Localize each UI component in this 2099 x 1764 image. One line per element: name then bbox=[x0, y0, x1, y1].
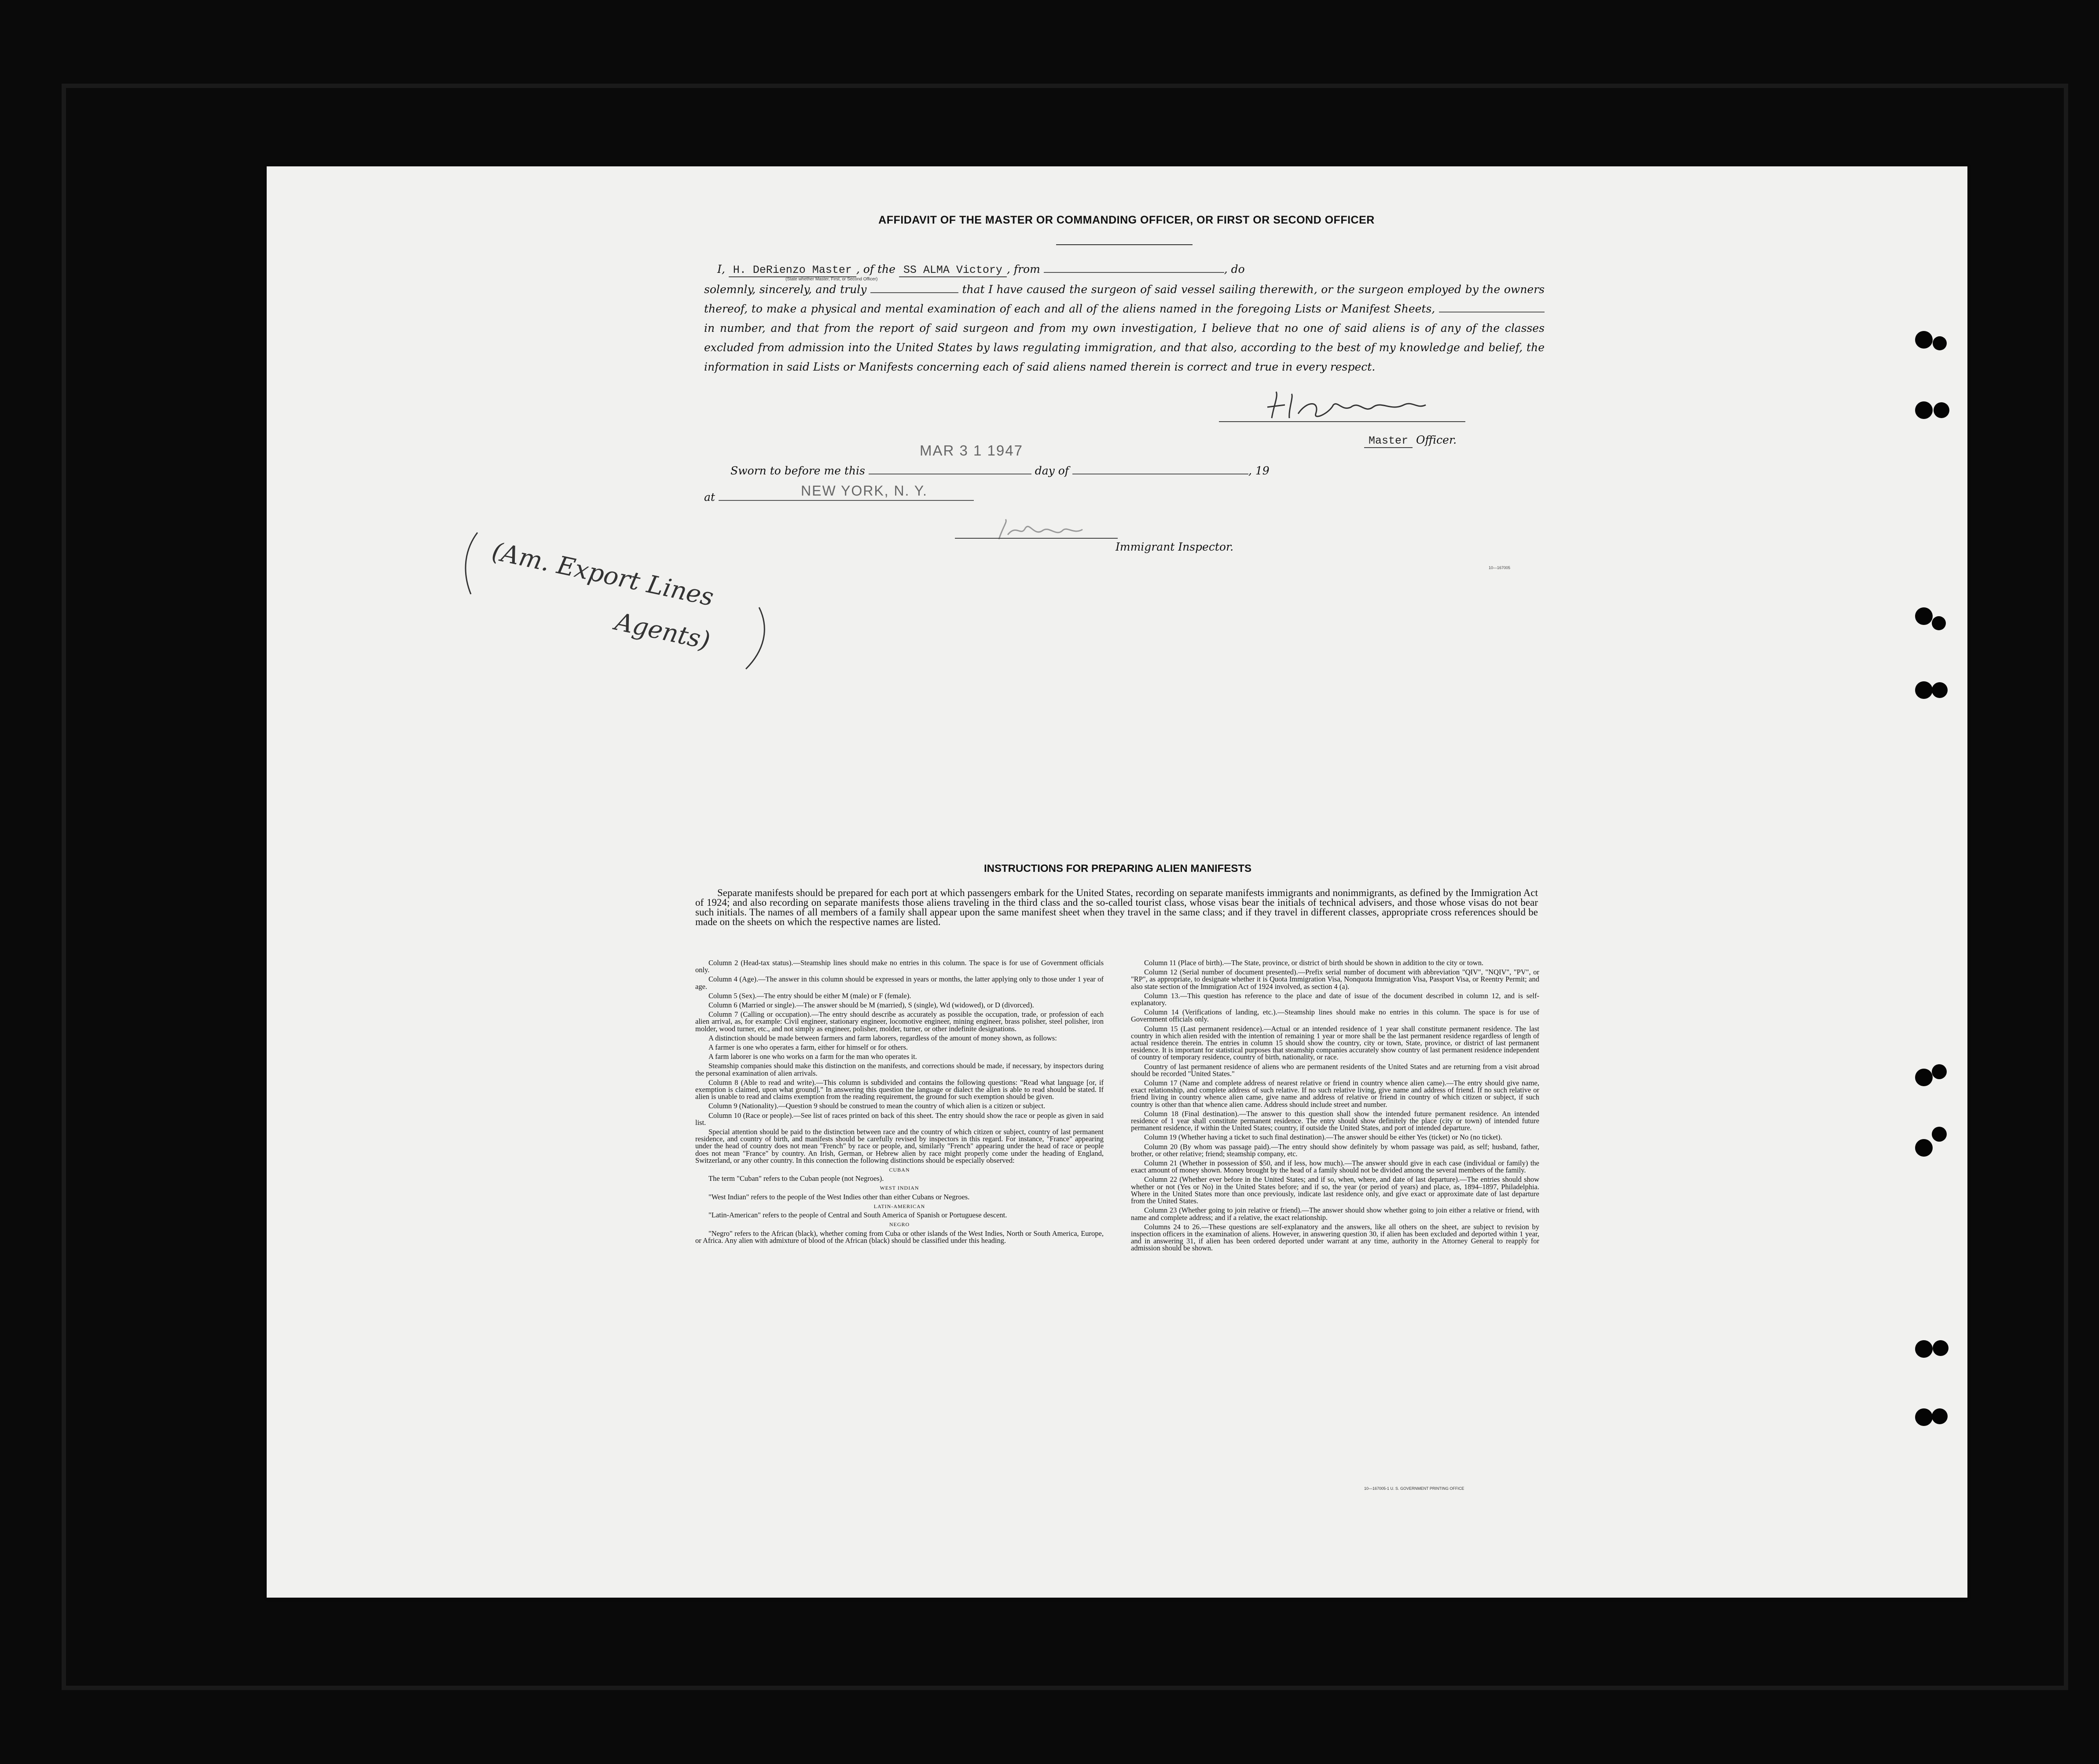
margin-note-line-2: Agents) bbox=[613, 607, 713, 656]
punch-hole bbox=[1932, 1408, 1948, 1424]
officer-title: Master bbox=[1364, 434, 1413, 448]
instruction-paragraph: Column 6 (Married or single).—The answer should be M (married), S (single), Wd (widowed), or D (divorced). bbox=[708, 1001, 1034, 1010]
inspector-signature bbox=[955, 517, 1118, 544]
instruction-paragraph: "Latin-American" refers to the people of Central and South America of Spanish or Portuguese descent. bbox=[708, 1211, 1007, 1220]
instruction-paragraph: Steamship companies should make this distinction on the manifests, and corrections should be made, if necessary, by inspectors during the personal examination of alien arrivals. bbox=[695, 1062, 1104, 1077]
instruction-paragraph: Column 2 (Head-tax status).—Steamship lines should make no entries in this column. The space is for use of Government officials only. bbox=[695, 959, 1104, 974]
instructions-title: INSTRUCTIONS FOR PREPARING ALIEN MANIFESTS bbox=[983, 863, 1251, 875]
punch-hole bbox=[1932, 1127, 1947, 1142]
instructions-left-column bbox=[695, 959, 1104, 1246]
inspector-rule bbox=[955, 538, 1118, 539]
officer-title-line bbox=[1364, 434, 1457, 447]
section-heading: LATIN-AMERICAN bbox=[873, 1203, 925, 1209]
instruction-paragraph: "West Indian" refers to the people of the West Indies other than either Cubans or Negroes. bbox=[708, 1192, 970, 1201]
master-name-field: H. DeRienzo Master bbox=[729, 264, 856, 277]
section-heading: WEST INDIAN bbox=[880, 1185, 919, 1191]
instruction-paragraph: A distinction should be made between farmers and farm laborers, regardless of the amount of money shown, as follows: bbox=[708, 1033, 1057, 1042]
instruction-paragraph: Column 15 (Last permanent residence).—Actual or an intended residence of 1 year shall constitute permanent residence. The last country in which alien resided with the intention of remaining 1 year or more shall be the last permanent residence regardless of length of actual residence therein. The entries in column 15 should show the country, city or town, State, province, or district of last permanent residence. It is important for statistical purposes that steamship companies accurately show country of last permanent residence independent of country of temporary residence, country of birth, nationality, or race. bbox=[1131, 1024, 1539, 1062]
section-heading: NEGRO bbox=[889, 1221, 910, 1228]
printing-office-mark: 10—167005-1 U. S. GOVERNMENT PRINTING OFFICE bbox=[1364, 1486, 1464, 1491]
instruction-paragraph: Column 19 (Whether having a ticket to such final destination).—The answer should be either Yes (ticket) or No (no ticket). bbox=[1144, 1133, 1502, 1142]
instruction-paragraph: Column 18 (Final destination).—The answer to this question shall show the intended future permanent residence. An intended residence of 1 year shall constitute permanent residence. The entry should show definitely the place (city or town) of intended future permanent residence, if within the United States; country, if outside the United States, and port of intended departure. bbox=[1131, 1109, 1539, 1132]
instruction-paragraph: Column 13.—This question has reference to the place and date of issue of the document described in column 12, and is self-explanatory. bbox=[1131, 991, 1539, 1007]
affidavit-title: AFFIDAVIT OF THE MASTER OR COMMANDING OFFICER, OR FIRST OR SECOND OFFICER bbox=[878, 214, 1375, 226]
instruction-paragraph: Column 5 (Sex).—The entry should be either M (male) or F (female). bbox=[708, 991, 911, 1000]
date-stamp: MAR 3 1 1947 bbox=[920, 442, 1023, 459]
punch-hole bbox=[1915, 1340, 1933, 1358]
instruction-paragraph: Column 14 (Verifications of landing, etc.).—Steamship lines should make no entries in this column. The space is for use of Government officials only. bbox=[1131, 1008, 1539, 1024]
vessel-name-field: SS ALMA Victory bbox=[899, 264, 1007, 277]
instruction-paragraph: Column 17 (Name and complete address of nearest relative or friend in country whence alien came).—The entry should give name, exact relationship, and complete address of such relative. If no such relative living, give name and address of friend. If no such relative or friend living in country whence alien came, give name and address of relative or friend in country of which citizen or subject, if such country is other than that whence alien came. Address should include street and number. bbox=[1131, 1079, 1539, 1109]
instruction-paragraph: Column 23 (Whether going to join relative or friend).—The answer should show whether going to join either a relative or friend, with name and complete address; and if a relative, the exact relationship. bbox=[1131, 1206, 1539, 1222]
instruction-paragraph: Country of last permanent residence of aliens who are permanent residents of the United States and are returning from a visit abroad should be recorded "United States." bbox=[1131, 1062, 1539, 1078]
instruction-paragraph: Column 12 (Serial number of document presented).—Prefix serial number of document with abbreviation "QIV", "NQIV", "PV", or "RP", as appropriate, to designate whether it is Quota Immigration Visa, Nonquota Immigration Visa, Passport Visa, or Reentry Permit; and also state section of the Immigration Act of 1924 involved, as section 4 (a). bbox=[1131, 968, 1539, 991]
instruction-paragraph: A farmer is one who operates a farm, either for himself or for others. bbox=[708, 1043, 908, 1052]
punch-hole bbox=[1915, 681, 1933, 699]
from-port-field bbox=[1044, 272, 1224, 273]
sworn-line: Sworn to before me this day of , 19 bbox=[730, 464, 1270, 477]
punch-hole bbox=[1915, 1069, 1933, 1086]
punch-hole bbox=[1915, 1408, 1933, 1426]
margin-note bbox=[460, 524, 777, 678]
instruction-paragraph: Special attention should be paid to the distinction between race and the country of which citizen or subject, country of last permanent residence, and country of birth, and manifests should be carefully revised by inspectors in this regard. For instance, "France" appearing under the head of country does not mean "French" by race or people, and, similarly "French" appearing under the head of race or people does not mean "France" by country. An Irish, German, or Hebrew alien by race might properly come under the heading of England, Switzerland, or any other country. In this connection the following distinctions should be especially observed: bbox=[695, 1128, 1104, 1165]
inspector-label: Immigrant Inspector. bbox=[1116, 540, 1234, 553]
officer-label: Officer. bbox=[1416, 434, 1457, 446]
section-heading: CUBAN bbox=[889, 1167, 910, 1173]
instruction-paragraph: The term "Cuban" refers to the Cuban people (not Negroes). bbox=[708, 1174, 884, 1183]
affidavit-line-1: I, H. DeRienzo Master , of the SS ALMA Victory , from , do bbox=[717, 263, 1245, 276]
punch-hole bbox=[1915, 331, 1933, 349]
instruction-paragraph: A farm laborer is one who works on a farm for the man who operates it. bbox=[708, 1052, 917, 1061]
instruction-paragraph: Columns 24 to 26.—These questions are self-explanatory and the answers, like all others on the sheet, are subject to revision by inspection officers in the examination of aliens. However, in answering question 30, if alien has been excluded and deported within 1 year, and in answering 31, if alien has been ordered deported under warrant at any time, authority in the Attorney General to reapply for admission should be shown. bbox=[1131, 1222, 1539, 1253]
affidavit-paragraph: solemnly, sincerely, and truly that I have caused the surgeon of said vessel sailing therewith, or the surgeon employed by the owners thereof, to make a physical and mental examination of each and all of the aliens named in the foregoing Lists or Manifest Sheets, in number, and that from the report of said surgeon and from my own investigation, I believe that no one of said aliens is of any of the classes excluded from admission into the United States by laws regulating immigration, and that also, according to the best of my knowledge and belief, the information in said Lists or Manifests concerning each of said aliens named therein is correct and true in every respect. bbox=[704, 283, 1545, 373]
city-stamp: NEW YORK, N. Y. bbox=[801, 483, 928, 499]
title-rule bbox=[1056, 244, 1193, 245]
punch-hole bbox=[1932, 616, 1946, 630]
instructions-intro: Separate manifests should be prepared for each port at which passengers embark for the United States, recording on separate manifests immigrants and nonimmigrants, as defined by the Immigration Act of 1924; and also recording on separate manifests those aliens traveling in the third class and the so-called tourist class, whose visas bear the initials of technical advisers, and those whose visas do not bear such initials. The names of all members of a family shall appear upon the same manifest sheet when they travel in the same class; and if they travel in different classes, appropriate cross references should be made on the sheets on which the respective names are listed. bbox=[695, 887, 1538, 927]
instruction-paragraph: "Negro" refers to the African (black), whether coming from Cuba or other islands of the West Indies, North or South America, Europe, or Africa. Any alien with admixture of blood of the African (black) should be classified under this heading. bbox=[695, 1229, 1104, 1245]
officer-note: (State whether Master, First, or Second Officer) bbox=[785, 277, 878, 282]
instruction-paragraph: Column 4 (Age).—The answer in this column should be expressed in years or months, the latter applying only to those under 1 year of age. bbox=[695, 975, 1104, 991]
punch-hole bbox=[1933, 1340, 1949, 1356]
instruction-paragraph: Column 11 (Place of birth).—The State, province, or district of birth should be shown in addition to the city or town. bbox=[1144, 959, 1484, 967]
master-signature bbox=[1219, 387, 1465, 427]
punch-hole bbox=[1915, 607, 1933, 625]
instruction-paragraph: Column 20 (By whom was passage paid).—The entry should show definitely by whom passage was paid, as self; husband, father, brother, or other relative; friend; steamship company, etc. bbox=[1131, 1142, 1539, 1158]
margin-note-line-1: (Am. Export Lines bbox=[489, 537, 716, 612]
instruction-paragraph: Column 7 (Calling or occupation).—The entry should describe as accurately as possible the occupation, trade, or profession of each alien arrival, as, for example: Civil engineer, stationary engineer, locomotive engineer, mining engineer, brass polisher, steel polisher, iron molder, wood turner, etc., and not simply as engineer, polisher, molder, turner, or other indefinite designations. bbox=[695, 1010, 1104, 1033]
punch-hole bbox=[1932, 682, 1948, 698]
sworn-field bbox=[870, 292, 958, 293]
instruction-paragraph: Column 22 (Whether ever before in the United States; and if so, when, where, and date of last departure).—The entries should show whether or not (Yes or No) in the United States before; and if so, the year (or period of years) and place, as, 1894–1897, Philadelphia. Where in the United States more than once previously, indicate last residence only, and give exact or approximate date of last departure from the United States. bbox=[1131, 1175, 1539, 1205]
at-line: at bbox=[704, 491, 974, 503]
manifest-page bbox=[267, 166, 1967, 1598]
punch-hole bbox=[1933, 336, 1947, 350]
instructions-right-column bbox=[1131, 959, 1539, 1254]
instruction-paragraph: Column 9 (Nationality).—Question 9 should be construed to mean the country of which alien is a citizen or subject. bbox=[708, 1102, 1046, 1110]
instruction-paragraph: Column 21 (Whether in possession of $50, and if less, how much).—The answer should give in each case (individual or family) the exact amount of money shown. Money brought by the head of a family should not be divided among the several members of the family. bbox=[1131, 1159, 1539, 1175]
punch-hole bbox=[1932, 1064, 1947, 1079]
instruction-paragraph: Column 8 (Able to read and write).—This column is subdivided and contains the following questions: "Read what language [or, if exemption is claimed, upon what ground]." In answering this question the language or dialect the alien is able to read should be stated. If alien is unable to read and claims exemption from the reading requirement, the ground for such exemption should be given. bbox=[695, 1078, 1104, 1101]
punch-hole bbox=[1915, 1139, 1933, 1157]
instruction-paragraph: Column 10 (Race or people).—See list of races printed on back of this sheet. The entry should show the race or people as given in said list. bbox=[695, 1111, 1104, 1127]
punch-hole bbox=[1934, 402, 1949, 418]
form-number: 10—167005 bbox=[1489, 566, 1511, 570]
punch-hole bbox=[1915, 401, 1933, 419]
